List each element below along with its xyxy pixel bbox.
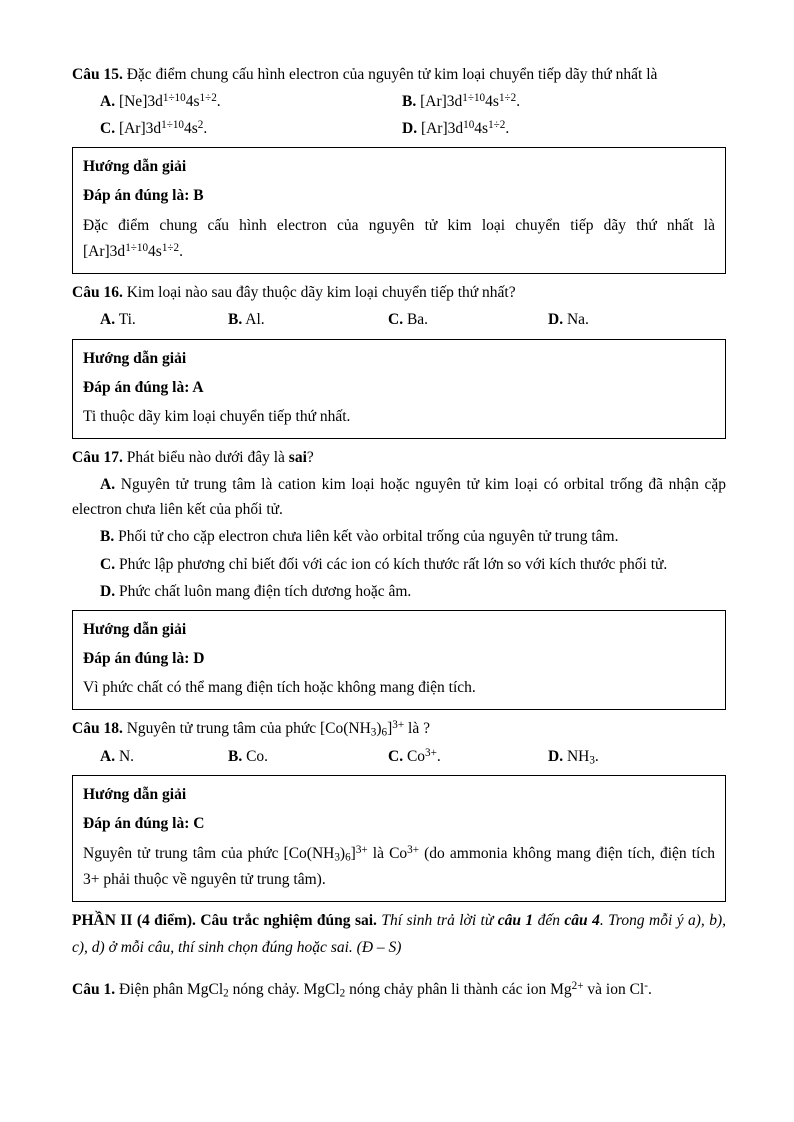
option-b-mid: 4s: [485, 93, 499, 111]
choice-d-text: Phức chất luôn mang điện tích dương hoặc âm.: [115, 582, 412, 600]
option-c-sup2: 2: [197, 119, 204, 132]
choice-a-letter: A.: [100, 476, 116, 494]
part-2-question-1: [72, 977, 726, 1003]
solution-body-sup2: 1÷2: [161, 241, 180, 254]
choice-d-letter: D.: [100, 582, 116, 600]
option-a-mid: 4s: [185, 93, 200, 111]
solution-heading: Hướng dẫn giải: [83, 158, 187, 176]
option-b-letter: B.: [228, 311, 243, 329]
option-c-letter: C.: [388, 747, 404, 765]
question-15-text: Đặc điểm chung cấu hình electron của nguyên tử kim loại chuyển tiếp dãy thứ nhất là: [122, 66, 658, 83]
option-c-letter: C.: [100, 120, 116, 138]
option-c-sup: 3+: [425, 746, 437, 759]
choice-b-letter: B.: [100, 528, 115, 546]
option-d[interactable]: [548, 307, 708, 332]
p2q1-t1: Điện phân MgCl: [115, 980, 224, 998]
p2q1-t2: nóng chảy. MgCl: [228, 980, 340, 998]
option-a-letter: A.: [100, 747, 116, 765]
choice-c-text: Phức lập phương chỉ biết đối với các ion có kích thước rất lớn so với kích thước phối tử.: [115, 555, 668, 573]
choice-c-letter: C.: [100, 555, 116, 573]
option-d-tail: .: [505, 120, 510, 138]
solution-body: Ti thuộc dãy kim loại chuyển tiếp thứ nhất.: [83, 407, 351, 425]
question-18-label: Câu 18.: [72, 720, 123, 738]
question-17-stem: [72, 445, 726, 470]
choice-a-text: Nguyên tử trung tâm là cation kim loại hoặc nguyên tử kim loại có orbital trống đã nhận cặp electron chưa liên kết của phối tử.: [72, 476, 726, 519]
solution-heading: Hướng dẫn giải: [83, 786, 187, 804]
option-c-sup1: 1÷10: [161, 119, 184, 132]
question-17-label: Câu 17.: [72, 449, 123, 467]
solution-body-sup2: 3+: [407, 843, 420, 856]
question-17-choice-c[interactable]: [72, 552, 726, 577]
option-b-letter: B.: [402, 93, 417, 111]
option-c[interactable]: [388, 307, 548, 332]
option-a-sup1: 1÷10: [162, 92, 186, 105]
question-16-solution-box: [72, 339, 726, 440]
option-c-text: Co: [406, 747, 426, 765]
option-a-text: [Ne]3d: [118, 93, 163, 111]
option-b-tail: .: [516, 93, 521, 111]
option-d-text: Na.: [566, 311, 589, 329]
question-17-text-pre: Phát biểu nào dưới đây là: [122, 449, 289, 467]
question-17-text-post: ?: [306, 449, 314, 467]
option-a[interactable]: [72, 307, 228, 332]
option-d-letter: D.: [548, 311, 564, 329]
option-a-text: Ti.: [118, 311, 136, 329]
question-15-solution-box: [72, 147, 726, 274]
part-2-range-end: câu 4: [564, 912, 600, 930]
option-d-mid: 4s: [474, 120, 489, 138]
option-a[interactable]: [72, 89, 402, 114]
option-b-letter: B.: [228, 747, 243, 765]
question-18-solution-box: [72, 775, 726, 902]
solution-answer: Đáp án đúng là: B: [83, 187, 204, 205]
option-a-sup2: 1÷2: [199, 92, 217, 105]
option-b-sup1: 1÷10: [462, 92, 486, 105]
option-c-text: [Ar]3d: [118, 120, 162, 138]
solution-body-m3: là Co: [367, 844, 408, 862]
option-d-letter: D.: [402, 120, 418, 138]
part-2-instruction-mid: đến: [533, 912, 565, 930]
solution-body-m2: ]: [350, 844, 356, 862]
p2q1-t4: và ion Cl: [583, 980, 645, 998]
p2q1-t3: nóng chảy phân li thành các ion Mg: [345, 980, 572, 998]
part-2-range-start: câu 1: [497, 912, 534, 930]
solution-body-pre: Nguyên tử trung tâm của phức [Co(NH: [83, 844, 335, 862]
option-d-tail: .: [594, 747, 599, 765]
p2q1-t5: .: [647, 980, 652, 998]
solution-body-tail: .: [179, 242, 183, 260]
option-b[interactable]: [228, 307, 388, 332]
option-d[interactable]: [402, 116, 702, 141]
option-b-text: Co.: [246, 747, 269, 765]
option-c-text: Ba.: [406, 311, 429, 329]
question-16-stem: [72, 280, 726, 305]
option-a-tail: .: [216, 93, 221, 111]
solution-body-sup1: 1÷10: [125, 241, 149, 254]
option-d-letter: D.: [548, 747, 564, 765]
part-2-instruction-pre: Thí sinh trả lời từ: [376, 912, 498, 930]
option-a-text: N.: [118, 747, 135, 765]
part-2-question-1-label: Câu 1.: [72, 980, 116, 998]
question-18-sup1: 3+: [392, 719, 405, 732]
question-17-choice-b[interactable]: [72, 524, 726, 549]
question-17-choice-a[interactable]: [72, 472, 726, 522]
question-18-text-post: là ?: [404, 720, 430, 738]
question-18-sub1: 3: [370, 726, 377, 739]
option-c-tail: .: [436, 747, 441, 765]
question-18-text-mid: ): [376, 720, 382, 738]
solution-body-post: (do ammonia không mang điện tích, điện tích 3+ phải thuộc về nguyên tử trung tâm).: [83, 844, 715, 888]
p2q1-s1: 2: [223, 986, 229, 999]
question-15-stem: [72, 62, 726, 87]
option-d[interactable]: [548, 744, 708, 770]
question-16-label: Câu 16.: [72, 284, 123, 302]
option-c-tail: .: [203, 120, 208, 138]
option-b[interactable]: [228, 744, 388, 770]
option-c-mid: 4s: [184, 120, 198, 138]
solution-heading: Hướng dẫn giải: [83, 349, 187, 367]
solution-body-sub2: 6: [345, 851, 351, 864]
option-c[interactable]: [388, 744, 548, 770]
question-17-emphasis: sai: [288, 449, 307, 467]
solution-answer: Đáp án đúng là: A: [83, 378, 204, 396]
p2q1-sup1: 2+: [571, 979, 584, 992]
option-a-letter: A.: [100, 93, 116, 111]
option-d-sup1: 10: [463, 119, 475, 132]
option-b-sup2: 1÷2: [498, 92, 517, 105]
solution-body-sub1: 3: [334, 851, 340, 864]
option-b-text: [Ar]3d: [420, 93, 463, 111]
option-a-letter: A.: [100, 311, 116, 329]
p2q1-sup2: -: [644, 979, 648, 992]
solution-body: [83, 213, 715, 266]
option-b[interactable]: [402, 89, 702, 114]
question-18-sub2: 6: [381, 726, 388, 739]
question-16-options-row: [72, 307, 726, 332]
option-d-text: NH: [566, 747, 590, 765]
question-18-stem: [72, 716, 726, 742]
solution-body-pre: Đặc điểm chung cấu hình electron của nguyên tử kim loại chuyển tiếp dãy thứ nhất là [Ar]3d: [83, 216, 715, 260]
option-d-sup2: 1÷2: [488, 119, 506, 132]
solution-heading: Hướng dẫn giải: [83, 620, 187, 638]
solution-answer: Đáp án đúng là: D: [83, 649, 205, 667]
question-15-label: Câu 15.: [72, 66, 123, 83]
solution-body: Vì phức chất có thể mang điện tích hoặc không mang điện tích.: [83, 678, 476, 696]
question-18-text-mid2: ]: [387, 720, 393, 738]
p2q1-s2: 2: [339, 986, 346, 999]
solution-body: [83, 841, 715, 894]
solution-body-mid: 4s: [148, 242, 162, 260]
option-b-text: Al.: [245, 311, 265, 329]
choice-b-text: Phối tử cho cặp electron chưa liên kết vào orbital trống của nguyên tử trung tâm.: [114, 528, 619, 546]
solution-answer: Đáp án đúng là: C: [83, 815, 205, 833]
part-2-heading: [72, 908, 726, 961]
question-16-text: Kim loại nào sau đây thuộc dãy kim loại chuyển tiếp thứ nhất?: [122, 284, 516, 302]
option-a[interactable]: [72, 744, 228, 770]
part-2-title: PHẦN II (4 điểm). Câu trắc nghiệm đúng sai.: [72, 912, 377, 930]
question-18-options-row: [72, 744, 726, 770]
question-17-solution-box: [72, 610, 726, 711]
question-15-options-row-2: [72, 116, 726, 141]
option-d-sub: 3: [589, 754, 595, 767]
question-15-options-row-1: [72, 89, 726, 114]
solution-body-m1: ): [339, 844, 346, 862]
option-c-letter: C.: [388, 311, 404, 329]
option-d-text: [Ar]3d: [420, 120, 464, 138]
solution-body-sup1: 3+: [355, 843, 368, 856]
question-17-choice-d[interactable]: [72, 579, 726, 604]
question-18-text-pre: Nguyên tử trung tâm của phức [Co(NH: [122, 720, 371, 738]
part-2-instruction-post: . Trong mỗi ý a), b), c), d) ở mỗi câu, thí sinh chọn đúng hoặc sai. (Đ – S): [72, 912, 727, 956]
option-c[interactable]: [72, 116, 402, 141]
